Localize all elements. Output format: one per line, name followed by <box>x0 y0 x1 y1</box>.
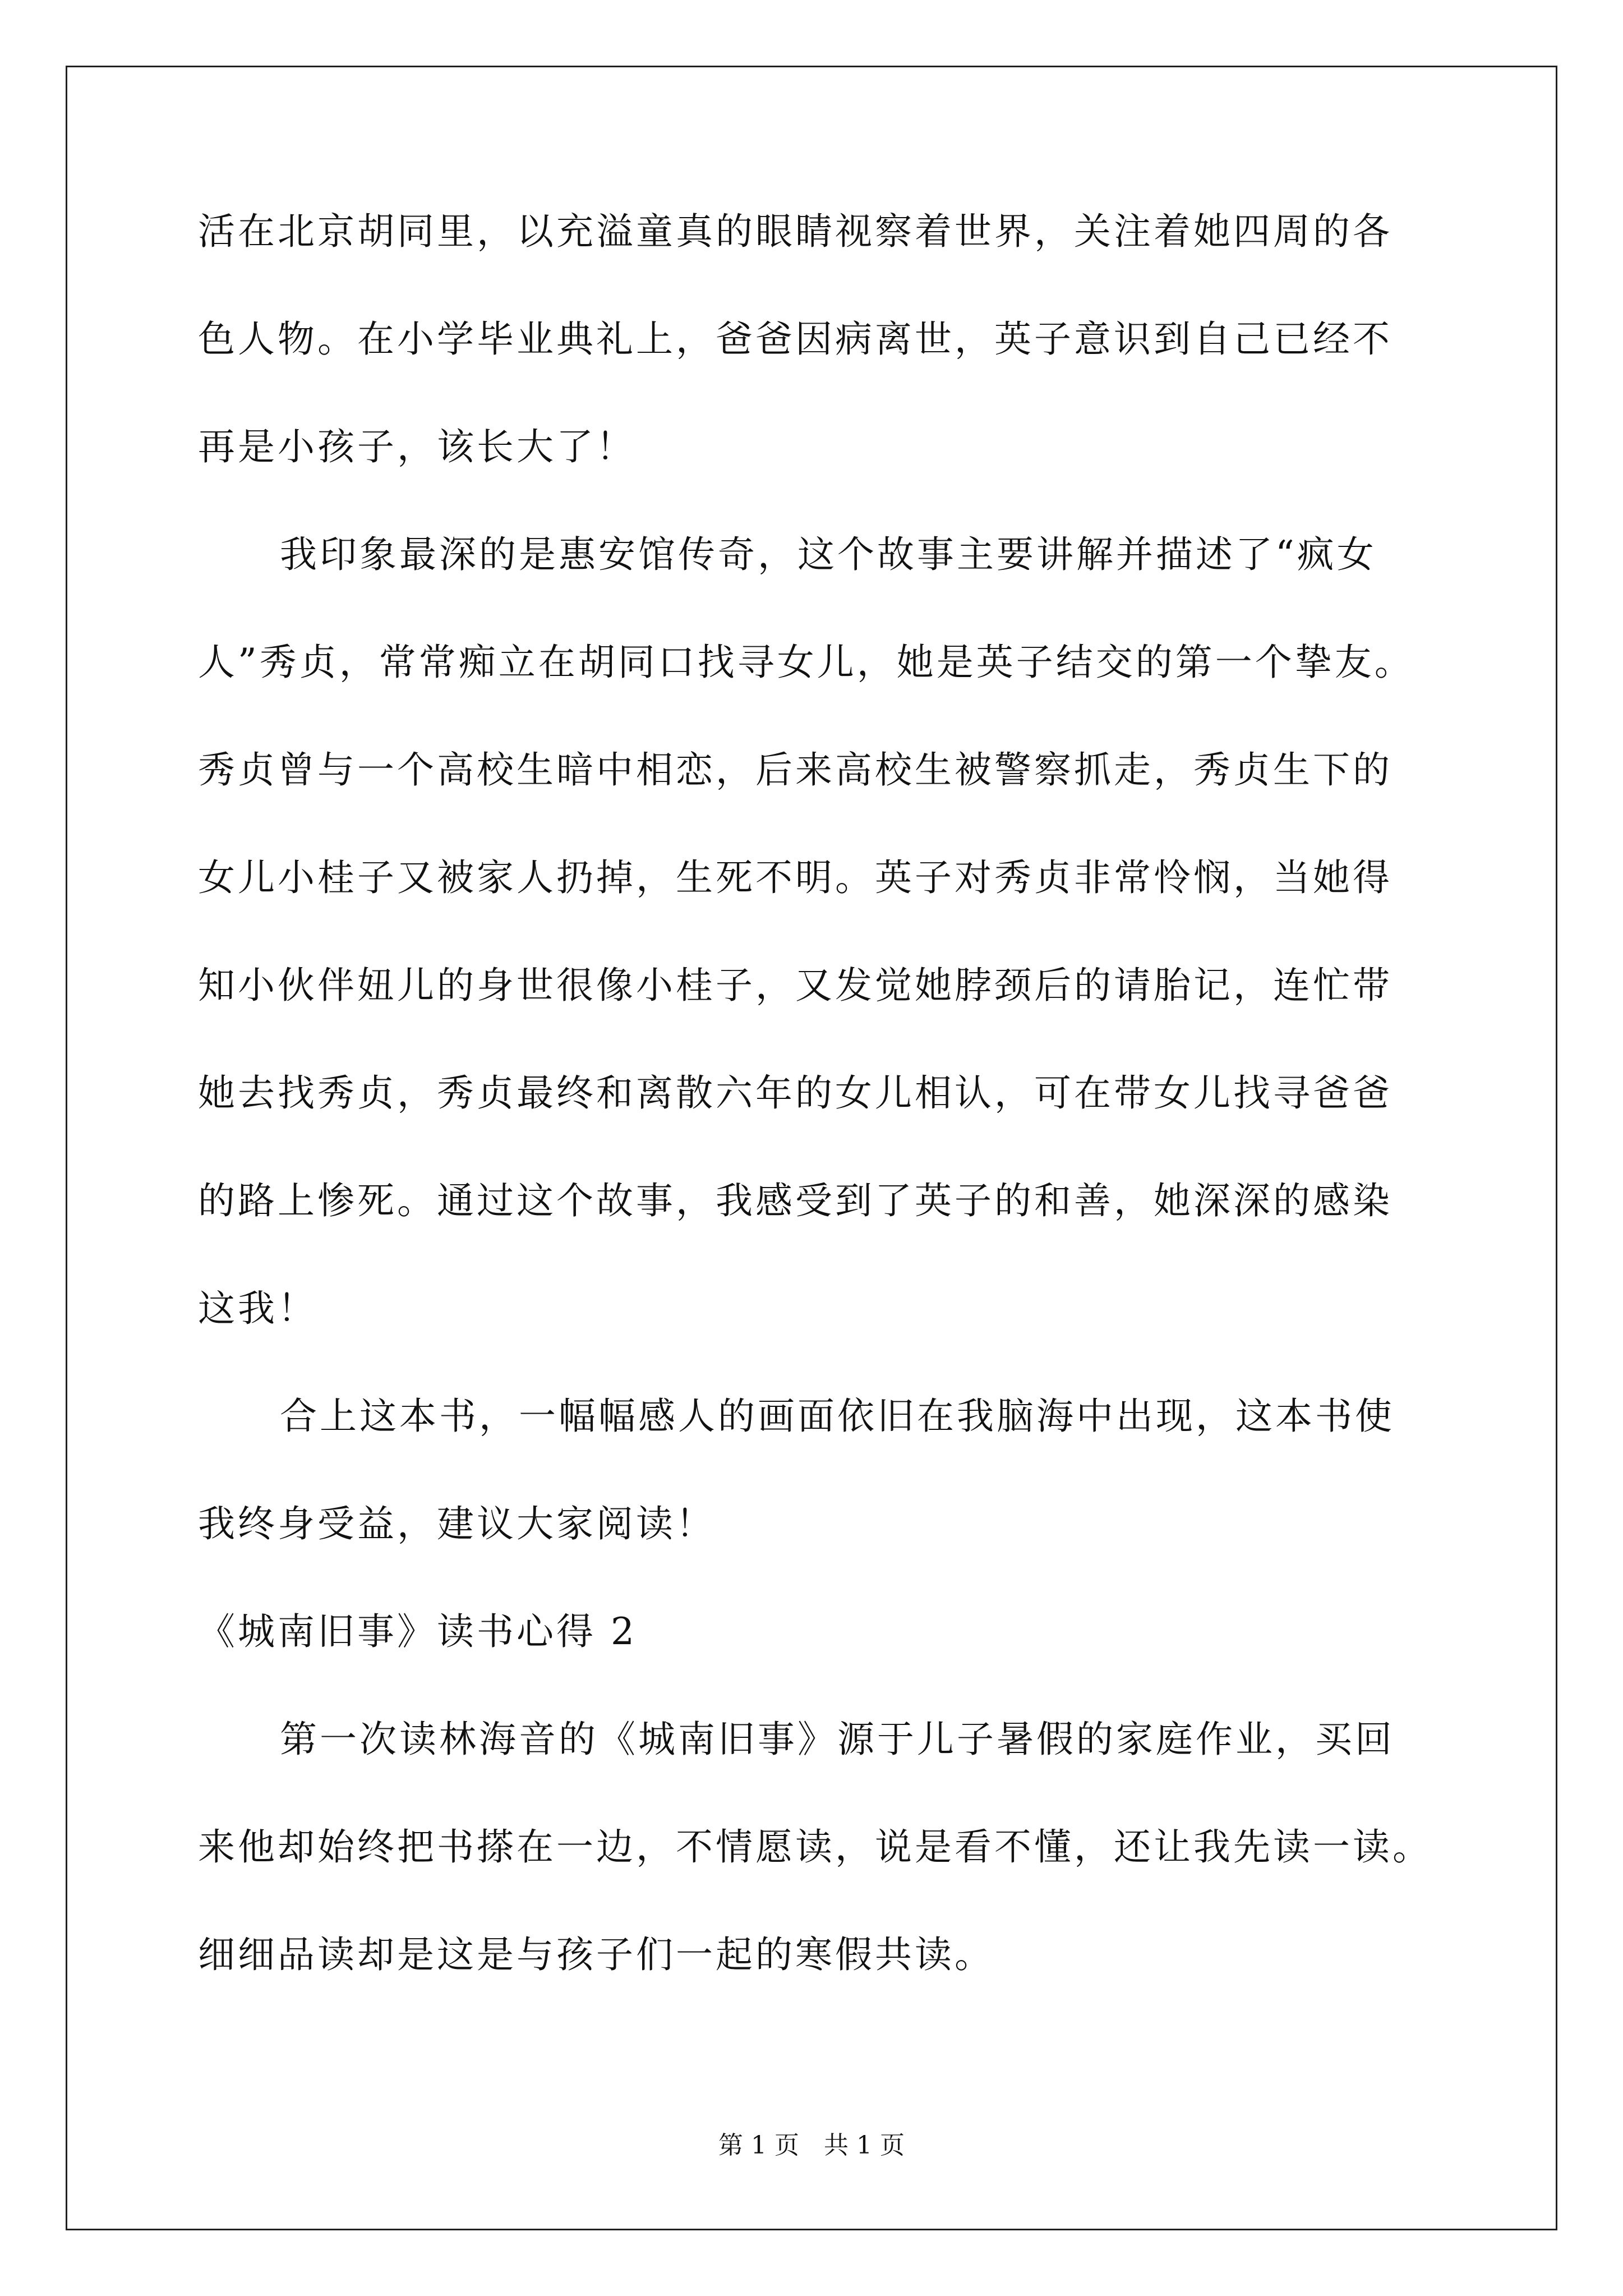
paragraph-line: 细细品读却是这是与孩子们一起的寒假共读。 <box>198 1933 994 1976</box>
paragraph-line: 第一次读林海音的《城南旧事》源于儿子暑假的家庭作业，买回 <box>280 1718 1395 1761</box>
section-heading: 《城南旧事》读书心得 2 <box>198 1610 637 1653</box>
paragraph-line: 我印象最深的是惠安馆传奇，这个故事主要讲解并描述了“疯女 <box>280 533 1377 576</box>
page-total: 共 1 页 <box>824 2131 905 2160</box>
page-footer <box>0 2133 1623 2158</box>
paragraph-line: 这我！ <box>198 1287 317 1330</box>
paragraph-line: 合上这本书，一幅幅感人的画面依旧在我脑海中出现，这本书使 <box>280 1395 1395 1438</box>
paragraph-line: 再是小孩子，该长大了！ <box>198 425 636 468</box>
paragraph-line: 女儿小桂子又被家人扔掉，生死不明。英子对秀贞非常怜悯，当她得 <box>198 856 1393 899</box>
paragraph-line: 知小伙伴妞儿的身世很像小桂子，又发觉她脖颈后的请胎记，连忙带 <box>198 964 1393 1007</box>
paragraph-line: 活在北京胡同里，以充溢童真的眼睛视察着世界，关注着她四周的各 <box>198 210 1393 253</box>
paragraph-line: 我终身受益，建议大家阅读！ <box>198 1502 716 1545</box>
page-number: 第 1 页 <box>718 2131 799 2160</box>
paragraph-line: 来他却始终把书搽在一边，不情愿读，说是看不懂，还让我先读一读。 <box>198 1825 1432 1869</box>
paragraph-line: 色人物。在小学毕业典礼上，爸爸因病离世，英子意识到自己已经不 <box>198 318 1393 361</box>
document-body <box>198 210 1432 2044</box>
paragraph-line: 的路上惨死。通过这个故事，我感受到了英子的和善，她深深的感染 <box>198 1179 1393 1222</box>
paragraph-line: 秀贞曾与一个高校生暗中相恋，后来高校生被警察抓走，秀贞生下的 <box>198 748 1393 792</box>
paragraph-line: 人”秀贞，常常痴立在胡同口找寻女儿，她是英子结交的第一个挚友。 <box>198 641 1414 684</box>
paragraph-line: 她去找秀贞，秀贞最终和离散六年的女儿相认，可在带女儿找寻爸爸 <box>198 1071 1393 1115</box>
